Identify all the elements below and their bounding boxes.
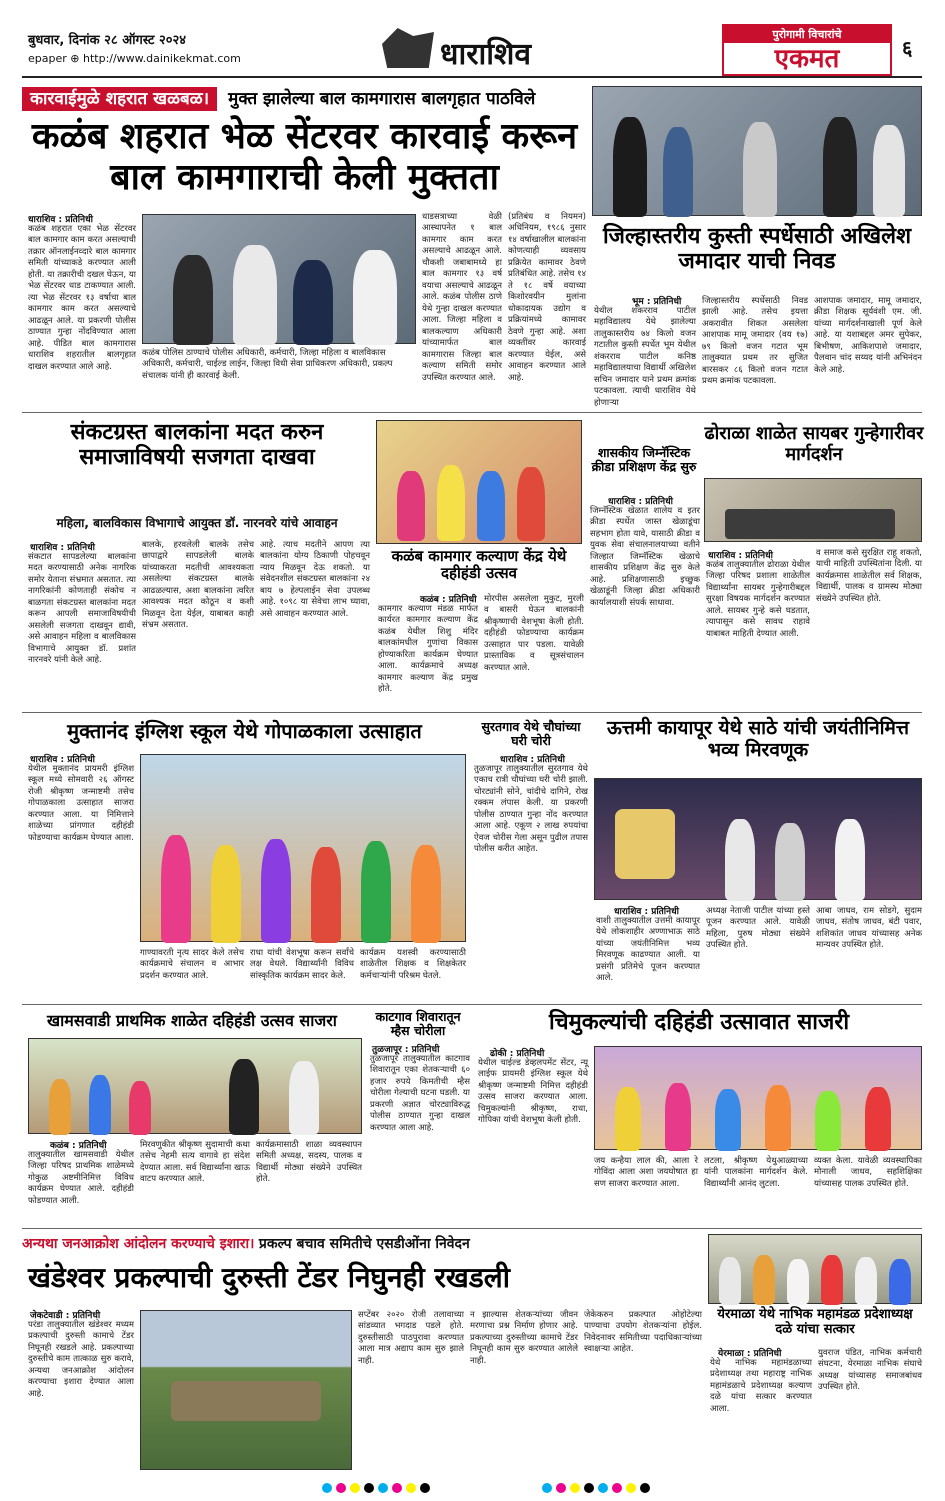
registration-marks-left bbox=[320, 1478, 432, 1497]
registration-dot bbox=[542, 1483, 552, 1493]
chimukale-photo bbox=[594, 1046, 922, 1150]
muktanand-headline[interactable]: मुक्तानंद इंग्लिश स्कूल येथे गोपाळकाला उत्साहात bbox=[67, 719, 422, 743]
lead-kicker bbox=[22, 86, 587, 112]
sankat-col-3: आहे. त्याच मदतीने आपण त्या बालकांना योग्य ठिकाणी पोहचवून न्याय मिळवून देऊ शकतो. या संवेदनशील संकटग्रस्त बालकांना २४ बाय ७ हेल्पलाईन सेवा उपलब्ध आहे. १०९८ या सेवेचा लाभ घ्यावा, असे आवाहन करण्यात आले. bbox=[260, 540, 370, 619]
mhais-col-1: तुळजापूर तालुक्यातील काटगाव शिवारातून एका शेतकऱ्याची ६० हजार रुपये किमतीची म्हैस चोरीला गेल्याची घटना घडली. या प्रकरणी अज्ञात चोरट्याविरुद्ध पोलीस ठाण्यात गुन्हा दाखल करण्यात आला आहे. bbox=[370, 1054, 470, 1133]
epaper-label: epaper bbox=[28, 52, 67, 65]
kusti-col-3: आशपाक जमादार, मामू जमादार, क्रीडा शिक्षक सूर्यवंशी एम. जी. यांच्या मार्गदर्शनाखाली पूर्ण केले आहे. या यशाबद्दल अमर सुपेकर, बिभीषण, आकिशपाशे जमादार, पैलवान चांद सय्यद यांनी अभिनंदन केले आहे. bbox=[814, 296, 922, 375]
sankat-headline[interactable]: संकटग्रस्त बालकांना मदत करुन समाजाविषयी सजगता दाखवा bbox=[70, 420, 324, 471]
registration-dot bbox=[598, 1483, 608, 1493]
khamaswadi-col-2: मिरवणुकीत श्रीकृष्ण सुदामाची कथा तसेच नेहमी सत्य वागावे हा संदेश देण्यात आला. सर्व विद्यार्थ्यांना खाऊ वाटप करण्यात आले. bbox=[140, 1140, 250, 1185]
chimukale-col-1: येथील चाईल्ड डेव्हलपमेंट सेंटर, न्यू लाईफ प्रायमरी इंग्लिश स्कूल येथे श्रीकृष्ण जन्माष्टमी निमित्त दहीहंडी उत्सव साजरा करण्यात आला. चिमुकल्यांनी श्रीकृष्ण, राधा, गोपिका यांची वेशभूषा केली होती. bbox=[478, 1058, 588, 1126]
paper-tagline: पुरोगामी विचारांचे bbox=[724, 26, 890, 43]
registration-dot bbox=[612, 1483, 622, 1493]
khandeshwar-col-3: न झाल्यास शेतकऱ्यांच्या जीवन मरणाचा प्रश्न निर्माण होणार आहे. प्रकल्पाच्या दुरुस्तीच्या कामाचे टेंडर निघूनही काम सुरु करण्यात आलेले नाही. bbox=[470, 1310, 578, 1366]
lead-byline: धाराशिव : प्रतिनिधी bbox=[28, 215, 93, 225]
registration-dot bbox=[406, 1483, 416, 1493]
sankat-subhead: महिला, बालविकास विभागाचे आयुक्त डॉ. नारनवरे यांचे आवाहन bbox=[56, 516, 338, 530]
registration-dot bbox=[640, 1483, 650, 1493]
chimukale-col-4: व्यक्त केला. यावेळी व्यवस्थापिका मोनाली जाधव, सहशिक्षिका यांच्यासह पालक उपस्थित होते. bbox=[814, 1156, 922, 1189]
dahihandi-kalamb-photo bbox=[376, 420, 582, 544]
cyber-col-2: व समाज कसे सुरक्षित राहू शकतो, याची माहिती उपस्थितांना दिली. या कार्यक्रमास शाळेतील सर्व शिक्षक, विद्यार्थी, पालक व ग्रामस्थ मोठ्या संख्येने उपस्थित होते. bbox=[816, 548, 922, 604]
mirvanuk-byline: धाराशिव : प्रतिनिधी bbox=[614, 907, 679, 917]
globe-icon: ⊕ bbox=[70, 52, 83, 65]
khamaswadi-col-3: कार्यक्रमासाठी शाळा व्यवस्थापन समिती अध्यक्ष, सदस्य, पालक व विद्यार्थी मोठ्या संख्येने उपस्थित होते. bbox=[256, 1140, 362, 1185]
edition-logo-icon bbox=[382, 28, 434, 68]
jimnastic-headline[interactable]: शासकीय जिम्नॅस्टिक क्रीडा प्रशिक्षण केंद्र सुरु bbox=[591, 445, 697, 475]
dahihandi-kalamb-headline[interactable]: कळंब कामगार कल्याण केंद्र येथे दहीहंडी उत्सव bbox=[391, 547, 567, 583]
kusti-headline[interactable]: जिल्हास्तरीय कुस्ती स्पर्धेसाठी अखिलेश जमादार याची निवड bbox=[602, 224, 912, 275]
dahihandi-kalamb-col-1: कामगार कल्याण मंडळ मार्फत कार्यरत कामगार कल्याण केंद्र कळंब येथील शिशु मंदिर बालकांमधील गुणांचा विकास होण्याकरिता कार्यक्रम घेण्यात आला. कार्यक्रमाचे अध्यक्ष कामगार कल्याण केंद्र प्रमुख होते. bbox=[378, 604, 478, 695]
lead-photo bbox=[142, 214, 416, 344]
issue-date: बुधवार, दिनांक २८ ऑगस्ट २०२४ bbox=[28, 33, 186, 48]
cyber-photo bbox=[704, 478, 922, 542]
khandeshwar-kicker-red: अन्यथा जनआक्रोश आंदोलन करण्याचे इशारा। bbox=[22, 1236, 255, 1252]
khandeshwar-col-4: जेकेकरुन प्रकल्पात ओहोटेल्या पाण्याचा उपयोग शेतकऱ्यांना होईल. निवेदनावर समितीच्या पदाधिकाऱ्यांच्या स्वाक्षऱ्या आहेत. bbox=[584, 1310, 702, 1355]
yermala-photo bbox=[708, 1234, 922, 1304]
paper-name: एकमत bbox=[774, 44, 840, 74]
chori-headline[interactable]: सुरतगाव येथे चौघांच्या घरी चोरी bbox=[481, 719, 581, 749]
lead-kicker-text: मुक्त झालेल्या बाल कामगारास बालगृहात पाठविले bbox=[228, 89, 536, 109]
muktanand-byline: धाराशिव : प्रतिनिधी bbox=[30, 755, 95, 765]
kusti-col-2: जिल्हास्तरीय स्पर्धेसाठी निवड झाली आहे. तसेच इयत्ता अकरावीत शिकत असलेला आशपाक मामू जमादार (वय १७) ७९ किलो वजन गटात भूम तालुक्यात प्रथम तर सुजित बारसकर ८६ किलो वजन गटात प्रथम क्रमांक पटकावला. bbox=[702, 296, 808, 387]
masthead bbox=[0, 0, 945, 78]
registration-dot bbox=[420, 1483, 430, 1493]
registration-dot bbox=[392, 1483, 402, 1493]
mirvanuk-col-1: वाशी तालुक्यातील उत्तमी कायापूर येथे लोकशाहीर अण्णाभाऊ साठे यांच्या जयंतीनिमित्त भव्य मिरवणूक काढण्यात आली. या प्रसंगी प्रतिमेचे पूजन करण्यात आले. bbox=[596, 916, 700, 984]
mirvanuk-col-3: आबा जाधव, राम सोडगे, सुदाम जाधव, संतोष जाधव, बंटी पवार, शशिकांत जाधव यांच्यासह अनेक मान्यवर उपस्थित होते. bbox=[816, 906, 922, 951]
page-number: ६ bbox=[902, 36, 913, 60]
mhais-byline: तुळजापूर : प्रतिनिधी bbox=[372, 1045, 440, 1055]
khamaswadi-photo bbox=[28, 1038, 362, 1134]
kusti-photo bbox=[592, 86, 922, 216]
chimukale-col-3: लटला, श्रीकृष्ण येथुआळ्याच्या यांनी पालकांना मार्गदर्शन केले. विद्यार्थ्यांनी आनंद लुटला. bbox=[704, 1156, 808, 1189]
khamaswadi-byline: कळंब : प्रतिनिधी bbox=[50, 1141, 107, 1151]
khandeshwar-col-2: सप्टेंबर २०२० रोजी तलावाच्या सांडव्यात भगदाड पडले होते. दुरुस्तीसाठी पाठपुरावा करण्यात आला मात्र अद्याप काम सुरु झाले नाही. bbox=[358, 1310, 464, 1366]
cyber-headline[interactable]: ढोराळा शाळेत सायबर गुन्हेगारीवर मार्गदर्शन bbox=[704, 423, 924, 465]
yermala-col-1: येथे नाभिक महामंडळाच्या प्रदेशाध्यक्ष तथा महाराष्ट्र नाभिक महामंडळाचे प्रदेशाध्यक्ष कल्याण दळे यांचा सत्कार करण्यात आला. bbox=[710, 1358, 812, 1414]
registration-marks-right bbox=[540, 1478, 652, 1497]
website-link[interactable]: http://www.dainikekmat.com bbox=[82, 52, 241, 65]
edition-name: धाराशिव bbox=[440, 37, 532, 72]
section-divider bbox=[22, 712, 922, 713]
khandeshwar-kicker bbox=[22, 1234, 702, 1256]
muktanand-caption: गाण्यावरती नृत्य सादर केले तसेच कार्यक्रमाचे संचालन व आभार प्रदर्शन करण्यात आले. bbox=[140, 948, 244, 981]
cyber-byline: धाराशिव : प्रतिनिधी bbox=[708, 551, 773, 561]
khandeshwar-byline: जेकटेवाडी : प्रतिनिधी bbox=[30, 1311, 101, 1321]
chori-byline: धाराशिव : प्रतिनिधी bbox=[500, 755, 565, 765]
sankat-col-1: संकटात सापडलेल्या बालकांना मदत करण्यासाठी अनेक नागरिक समोर येताना संभ्रमात असतात. त्या नागरिकांनी कोणताही संकोच न बाळगता संकटग्रस्त बालकांना मदत करून आपली समाजाविषयीची असलेली सजगता दाखवून द्यावी, असे आवाहन महिला व बालविकास विभागाचे आयुक्त डॉ. प्रशांत नारनवरे यांनी केले आहे. bbox=[28, 552, 136, 666]
chimukale-byline: ढोकी : प्रतिनिधी bbox=[490, 1049, 545, 1059]
mhais-headline[interactable]: काटगाव शिवारातून म्हैस चोरीला bbox=[375, 1009, 461, 1039]
dahihandi-kalamb-col-2: मोरपीस असलेला मुकुट, मुरली व बासरी घेऊन बालकांनी श्रीकृष्णाची वेशभूषा केली होती. दहीहंडी फोडण्याचा कार्यक्रम उत्साहात पार पडला. यावेळी प्रास्ताविक व सूत्रसंचालन करण्यात आले. bbox=[484, 594, 584, 673]
kusti-byline: भूम : प्रतिनिधी bbox=[632, 297, 682, 307]
registration-marks bbox=[0, 1478, 945, 1494]
chimukale-headline[interactable]: चिमुकल्यांची दहिहंडी उत्सावात साजरी bbox=[548, 1010, 850, 1035]
registration-dot bbox=[556, 1483, 566, 1493]
yermala-byline: येरमाळा : प्रतिनिधी bbox=[718, 1349, 782, 1359]
khandeshwar-headline[interactable]: खंडेश्वर प्रकल्पाची दुरुस्ती टेंडर निघुनही रखडली bbox=[28, 1261, 511, 1294]
khandeshwar-photo bbox=[140, 1310, 352, 1470]
mirvanuk-photo bbox=[594, 778, 922, 900]
kusti-col-1: येथील शंकरराव पाटील महाविद्यालय येथे झालेल्या तालुकास्तरीय ७४ किलो वजन गटातील कुस्ती स्पर्धेत भूम येथील शंकरराव पाटील कनिष्ठ महाविद्यालयाचा विद्यार्थी अखिलेश सचिन जमादार याने प्रथम क्रमांक पटकावला. त्याची धाराशिव येथे होणाऱ्या bbox=[594, 306, 696, 408]
registration-dot bbox=[378, 1483, 388, 1493]
jimnastic-col-1: जिम्नॅस्टिक खेळात शालेय व इतर क्रीडा स्पर्धेत जास्त खेळाडूंचा सहभाग होता यावे, यासाठी क्रीडा व युवक सेवा संचालनालयाच्या वतीने जिल्हात जिम्नॅस्टिक खेळाचे शासकीय प्रशिक्षण केंद्र सुरु केले आहे. प्रशिक्षणासाठी इच्छुक खेळाडूंनी जिल्हा क्रीडा अधिकारी कार्यालयाशी संपर्क साधावा. bbox=[590, 506, 700, 608]
section-divider bbox=[22, 412, 922, 413]
section-divider bbox=[22, 1228, 922, 1229]
mirvanuk-headline[interactable]: ऊत्तमी कायापूर येथे साठे यांची जयंतीनिमित्त भव्य मिरवणूक bbox=[606, 717, 910, 761]
mirvanuk-col-2: अध्यक्ष नेताजी पाटील यांच्या हस्ते पूजन करण्यात आले. यावेळी महिला, पुरुष मोठ्या संख्येने उपस्थित होते. bbox=[706, 906, 810, 951]
lead-col-1: कळंब शहरात एका भेळ सेंटरवर बाल कामगार काम करत असल्याची तक्रार ऑनलाईनव्दारे बाल कामगार समिती यांच्याकडे करण्यात आली होती. या तक्रारीची दखल घेऊन, या भेळ सेंटरवर धाड टाकण्यात आली. त्या भेळ सेंटरवर १३ वर्षाचा बाल कामगार काम करत असल्याचे आढळून आले. या प्रकरणी पोलीस ठाण्यात गुन्हा नोंदविण्यात आला आहे. पीडित बाल कामगारास धाराशिव शहरातील बालगृहात दाखल करण्यात आले आहे. bbox=[28, 224, 136, 372]
cyber-col-1: कळंब तालुक्यातील ढोराळा येथील जिल्हा परिषद प्रशाला शाळेतील विद्यार्थ्यांना सायबर गुन्हेगारीबद्दल सुरक्षा विषयक मार्गदर्शन करण्यात आले. सायबर गुन्हे कसे घडतात, त्यापासून कसे सावध राहावे याबाबत माहिती देण्यात आली. bbox=[706, 560, 810, 639]
chori-col-1: तुळजापूर तालुक्यातील सुरतगाव येथे एकाच रात्री चौघांच्या घरी चोरी झाली. चोरट्यांनी सोने, चांदीचे दागिने, रोख रक्कम लंपास केली. या प्रकरणी पोलीस ठाण्यात गुन्हा नोंद करण्यात आला आहे. एकूण २ लाख रुपयांचा ऐवज चोरीस गेला असून पुढील तपास पोलीस करीत आहेत. bbox=[474, 764, 588, 855]
khamaswadi-headline[interactable]: खामसवाडी प्राथमिक शाळेत दहिहंडी उत्सव साजरा bbox=[47, 1011, 337, 1030]
khandeshwar-col-1: परंडा तालुक्यातील खंडेश्वर मध्यम प्रकल्पाची दुरुस्ती कामाचे टेंडर निघूनही रखडले आहे. प्रकल्पाच्या दुरुस्तीचे काम तात्काळ सुरु करावे, अन्यथा जनआक्रोश आंदोलन करण्याचा इशारा देण्यात आला आहे. bbox=[28, 1320, 134, 1399]
registration-dot bbox=[570, 1483, 580, 1493]
epaper-url[interactable] bbox=[28, 52, 241, 65]
dahihandi-kalamb-byline: कळंब : प्रतिनिधी bbox=[420, 595, 477, 605]
registration-dot bbox=[626, 1483, 636, 1493]
registration-dot bbox=[322, 1483, 332, 1493]
lead-col-3: धाडसत्राच्या वेळी आस्थापनेत १ बाल कामगार काम करत असल्याचे आढळून आले. चौकशी जबाबामध्ये हा बाल कामगार १३ वर्ष वयाचा असल्याचे आढळून आले. कळंब पोलीस ठाणे येथे गुन्हा दाखल करण्यात आला. जिल्हा महिला व बालकल्याण अधिकारी यांच्यामार्फत बाल कामगारास जिल्हा बाल कल्याण समिती समोर उपस्थित करण्यात आले. bbox=[422, 212, 502, 383]
registration-dot bbox=[364, 1483, 374, 1493]
registration-dot bbox=[336, 1483, 346, 1493]
khamaswadi-col-1: तालुक्यातील खामसवाडी येथील जिल्हा परिषद प्राथमिक शाळेमध्ये गोकुळ अष्टमीनिमित्त विविध कार्यक्रम घेण्यात आले. दहीहंडी फोडण्यात आली. bbox=[28, 1150, 134, 1206]
lead-photo-caption: कळंब पोलिस ठाण्याचे पोलीस अधिकारी, कर्मचारी, जिल्हा महिला व बालविकास अधिकारी, कर्मचारी, चाईल्ड लाईन, जिल्हा विधी सेवा प्राधिकरण अधिकारी, प्रकल्प संचालक यांनी ही कारवाई केली. bbox=[142, 348, 393, 381]
chimukale-col-2: जय कन्हैया लाल की, आला रे गोविंदा आला अशा जयघोषात हा सण साजरा करण्यात आला. bbox=[594, 1156, 698, 1189]
lead-kicker-red: कारवाईमुळे शहरात खळबळ। bbox=[22, 87, 217, 111]
masthead-divider bbox=[22, 76, 922, 78]
lead-col-4: (प्रतिबंध व नियमन) अधिनियम, १९८६ नुसार १४ वर्षाखालील बालकांना कोणत्याही व्यवसाय प्रक्रियेत कामावर ठेवणे प्रतिबंधित आहे. तसेच १४ ते १८ वर्षे वयाच्या किशोरवयीन मुलांना धोकादायक उद्योग व प्रक्रियांमध्ये कामावर ठेवणे गुन्हा आहे. अशा व्यक्तींवर कारवाई करण्यात येईल, असे आवाहन करण्यात आले आहे. bbox=[508, 212, 586, 383]
yermala-headline[interactable]: येरमाळा येथे नाभिक महामंडळ प्रदेशाध्यक्ष दळे यांचा सत्कार bbox=[717, 1307, 913, 1337]
jimnastic-byline: धाराशिव : प्रतिनिधी bbox=[608, 497, 673, 507]
yermala-col-2: युवराज पंडित, नाभिक कर्मचारी संघटना, येरमाळा नाभिक संघाचे अध्यक्ष यांच्यासह समाजबांधव उपस्थित होते. bbox=[818, 1348, 922, 1393]
muktanand-col-3: राधा यांची वेशभूषा करून सर्वांचे लक्ष वेधले. विद्यार्थ्यांनी विविध सांस्कृतिक कार्यक्रम सादर केले. bbox=[250, 948, 354, 981]
khandeshwar-kicker-text: प्रकल्प बचाव समितीचे एसडीओंना निवेदन bbox=[258, 1236, 470, 1252]
muktanand-photo bbox=[140, 754, 466, 942]
sankat-byline: धाराशिव : प्रतिनिधी bbox=[30, 543, 95, 553]
paper-logo bbox=[722, 24, 892, 76]
muktanand-col-1: येथील मुक्तानंद प्रायमरी इंग्लिश स्कूल मध्ये सोमवारी २६ ऑगस्ट रोजी श्रीकृष्ण जन्माष्टमी तसेच गोपाळकाला उत्साहात साजरा करण्यात आला. या निमित्ताने शाळेच्या प्रांगणात दहीहंडी फोडण्याचा कार्यक्रम घेण्यात आला. bbox=[28, 764, 134, 843]
registration-dot bbox=[584, 1483, 594, 1493]
muktanand-col-4: कार्यक्रम यशस्वी करण्यासाठी शाळेतील शिक्षक व शिक्षकेतर कर्मचाऱ्यांनी परिश्रम घेतले. bbox=[360, 948, 466, 981]
sankat-col-2: बालके, हरवलेली बालके तसेच छापाद्वारे सापडलेली बालके यांच्याकरता मदतीची आवश्यकता असलेल्या संकटग्रस्त बालके आढळल्यास, अशा बालकांना त्वरित आवश्यक मदत कोठून व कशी मिळवून देता येईल, याबाबत काही संभ्रम असतात. bbox=[142, 540, 254, 631]
section-divider bbox=[22, 1004, 922, 1005]
lead-headline[interactable]: कळंब शहरात भेळ सेंटरवर कारवाई करून बाल कामगाराची केली मुक्तता bbox=[31, 116, 578, 199]
registration-dot bbox=[350, 1483, 360, 1493]
